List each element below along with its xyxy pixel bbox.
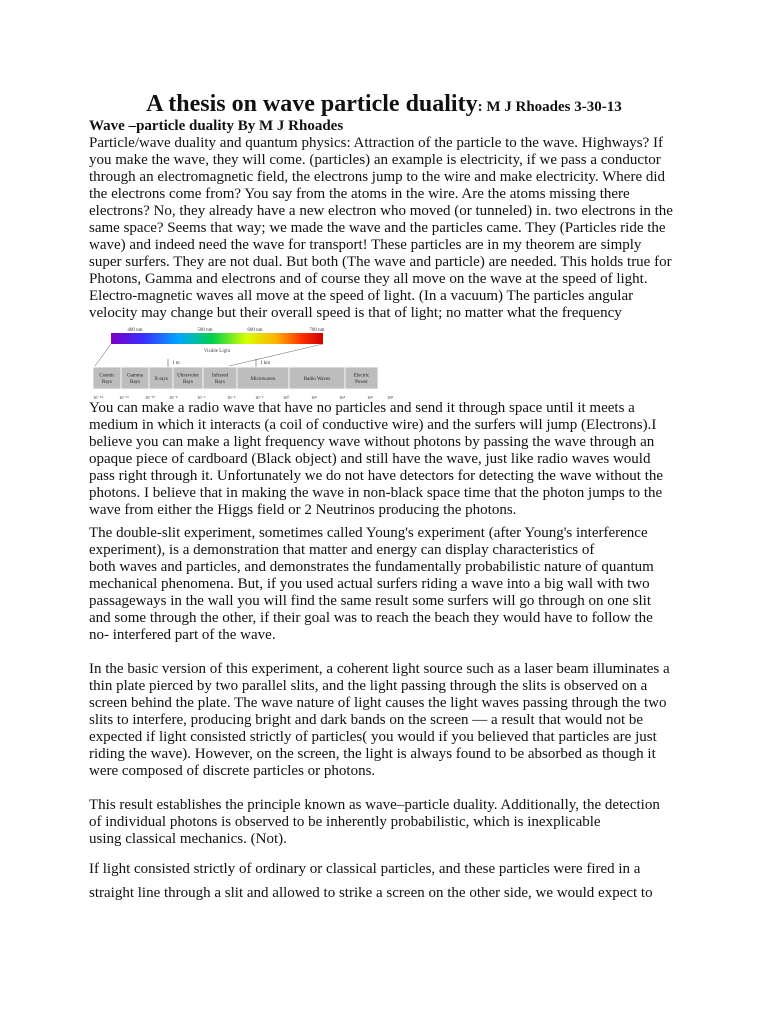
spectrum-band-label: Ultraviolet (177, 373, 199, 379)
body-line: opaque piece of cardboard (Black object) and still have the wave, just like radio waves would (89, 451, 651, 467)
body-line: using classical mechanics. (Not). (89, 831, 287, 847)
body-line: you make the wave, they will come. (particles) an example is electricity, if we pass a conductor (89, 152, 661, 168)
wavelength-scale-tick: 1 m (172, 361, 180, 366)
body-line: both waves and particles, and demonstrates the fundamentally probabilistic nature of quantum (89, 559, 654, 575)
spectrum-band-label: Gamma (127, 373, 143, 379)
spectrum-band-label: Rays (215, 380, 225, 385)
zoom-line-right (229, 344, 323, 366)
zoom-line-left (95, 344, 111, 366)
spectrum-band-label: Cosmic (99, 373, 115, 379)
body-line: Particle/wave duality and quantum physics: Attraction of the particle to the wave. Highways? If (89, 135, 663, 151)
body-line: thin plate pierced by two parallel slits, and the light passing through the slits is observed on a (89, 678, 648, 694)
document-title (0, 90, 768, 121)
body-line: In the basic version of this experiment, a coherent light source such as a laser beam illuminates a (89, 661, 670, 677)
body-line: of individual photons is observed to be inherently probabilistic, which is inexplicable (89, 814, 601, 830)
body-line: passageways in the wall you will find the same result some surfers will go through on one slit (89, 593, 651, 609)
visible-light-label: Visible Light (203, 349, 231, 354)
spectrum-band-label: Rays (102, 380, 112, 385)
title-main: A thesis on wave particle duality (146, 91, 478, 117)
section-heading: Wave –particle duality By M J Rhoades (89, 118, 344, 134)
body-line: through an electromagnetic field, the electrons jump to the wire and make electricity. Where did (89, 169, 666, 185)
spectrum-band-label: Rays (183, 380, 193, 385)
frequency-scale-label: 10⁰ (283, 395, 290, 400)
body-line: This result establishes the principle known as wave–particle duality. Additionally, the detection (89, 797, 660, 813)
frequency-scale-label: 10⁶ (367, 395, 374, 400)
body-line: screen behind the plate. The wave nature of light causes the light waves passing through the two (89, 695, 667, 711)
visible-light-gradient-bar (111, 333, 323, 344)
frequency-scale-label: 10⁸ (387, 395, 394, 400)
spectrum-band-label: X-rays (154, 376, 168, 382)
body-line: wave) and indeed need the wave for transport! These particles are in my theorem are simply (89, 237, 642, 253)
frequency-scale-label: 10² (311, 395, 317, 400)
body-line: super surfers. They are not dual. But both (The wave and particle) are needed. This holds true for (89, 254, 672, 270)
body-line: Electro-magnetic waves all move at the speed of light. (In a vacuum) The particles angular (89, 288, 634, 304)
wavelength-label: 600 nm (247, 328, 263, 333)
spectrum-band-label: Radio Waves (303, 376, 331, 382)
body-line: slits to interfere, producing bright and dark bands on the screen — a result that would not be (89, 712, 644, 728)
wavelength-label: 500 nm (197, 328, 213, 333)
frequency-scale-label: 10⁴ (339, 395, 346, 400)
body-line: straight line through a slit and allowed to strike a screen on the other side, we would expect to (89, 885, 653, 901)
body-line: wave from either the Higgs field or 2 Neutrinos producing the photons. (89, 502, 517, 518)
body-line: If light consisted strictly of ordinary or classical particles, and these particles were fired in a (89, 861, 641, 877)
body-line: pass right through it. Unfortunately we do not have detectors for detecting the wave without the (89, 468, 664, 484)
body-line: believe you can make a light frequency wave without photons by passing the wave through an (89, 434, 655, 450)
body-line: photons. I believe that in making the wave in non-black space time that the photon jumps to the (89, 485, 663, 501)
body-line: no- interfered part of the wave. (89, 627, 276, 643)
body-line: the electrons come from? You say from the atoms in the wire. Are the atoms missing there (89, 186, 630, 202)
frequency-scale-label: 10⁻⁸ (169, 395, 178, 400)
spectrum-band-label: Electric (353, 373, 370, 379)
wavelength-scale-tick: 1 km (260, 361, 271, 366)
body-line: medium in which it interacts (a coil of conductive wire) and the surfers will jump (Electrons).I (89, 417, 657, 433)
wavelength-label: 400 nm (127, 328, 143, 333)
body-line: expected if light consisted strictly of particles( you would if you believed that particles are just (89, 729, 657, 745)
frequency-scale-label: 10⁻⁶ (197, 395, 206, 400)
frequency-scale-label: 10⁻¹⁰ (145, 395, 156, 400)
body-line: velocity may change but their overall speed is that of light; no matter what the frequency (89, 305, 622, 321)
wavelength-label: 700 nm (309, 328, 325, 333)
spectrum-band-label: Infrared (211, 373, 229, 379)
body-line: The double-slit experiment, sometimes called Young's experiment (after Young's interference (89, 525, 648, 541)
spectrum-band-label: Microwaves (250, 376, 276, 382)
body-line: riding the wave). However, on the screen, the light is always found to be absorbed as though it (89, 746, 656, 762)
body-line: experiment), is a demonstration that matter and energy can display characteristics of (89, 542, 595, 558)
body-line: mechanical phenomena. But, if you used actual surfers riding a wave into a big wall with two (89, 576, 650, 592)
frequency-scale-label: 10⁻² (255, 395, 264, 400)
frequency-scale-label: 10⁻¹² (119, 395, 129, 400)
body-line: same space? Seems that way; we made the wave and the particles came. They (Particles ride the (89, 220, 666, 236)
body-line: were composed of discrete particles or photons. (89, 763, 376, 779)
body-line: Photons, Gamma and electrons and of course they all move on the wave at the speed of light. (89, 271, 648, 287)
body-line: and some through the other, if their goal was to reach the beach they would have to follow the (89, 610, 653, 626)
spectrum-band-label: Power (355, 380, 368, 385)
spectrum-band-label: Rays (130, 380, 140, 385)
body-line: electrons? No, they already have a new electron who moved (or tunneled) in. two electrons in the (89, 203, 673, 219)
frequency-scale-label: 10⁻¹⁴ (93, 395, 103, 400)
electromagnetic-spectrum-figure (89, 324, 394, 402)
frequency-scale-label: 10⁻⁴ (227, 395, 236, 400)
title-author-date: : M J Rhoades 3-30-13 (477, 99, 622, 115)
body-line: You can make a radio wave that have no particles and send it through space until it meets a (89, 400, 635, 416)
